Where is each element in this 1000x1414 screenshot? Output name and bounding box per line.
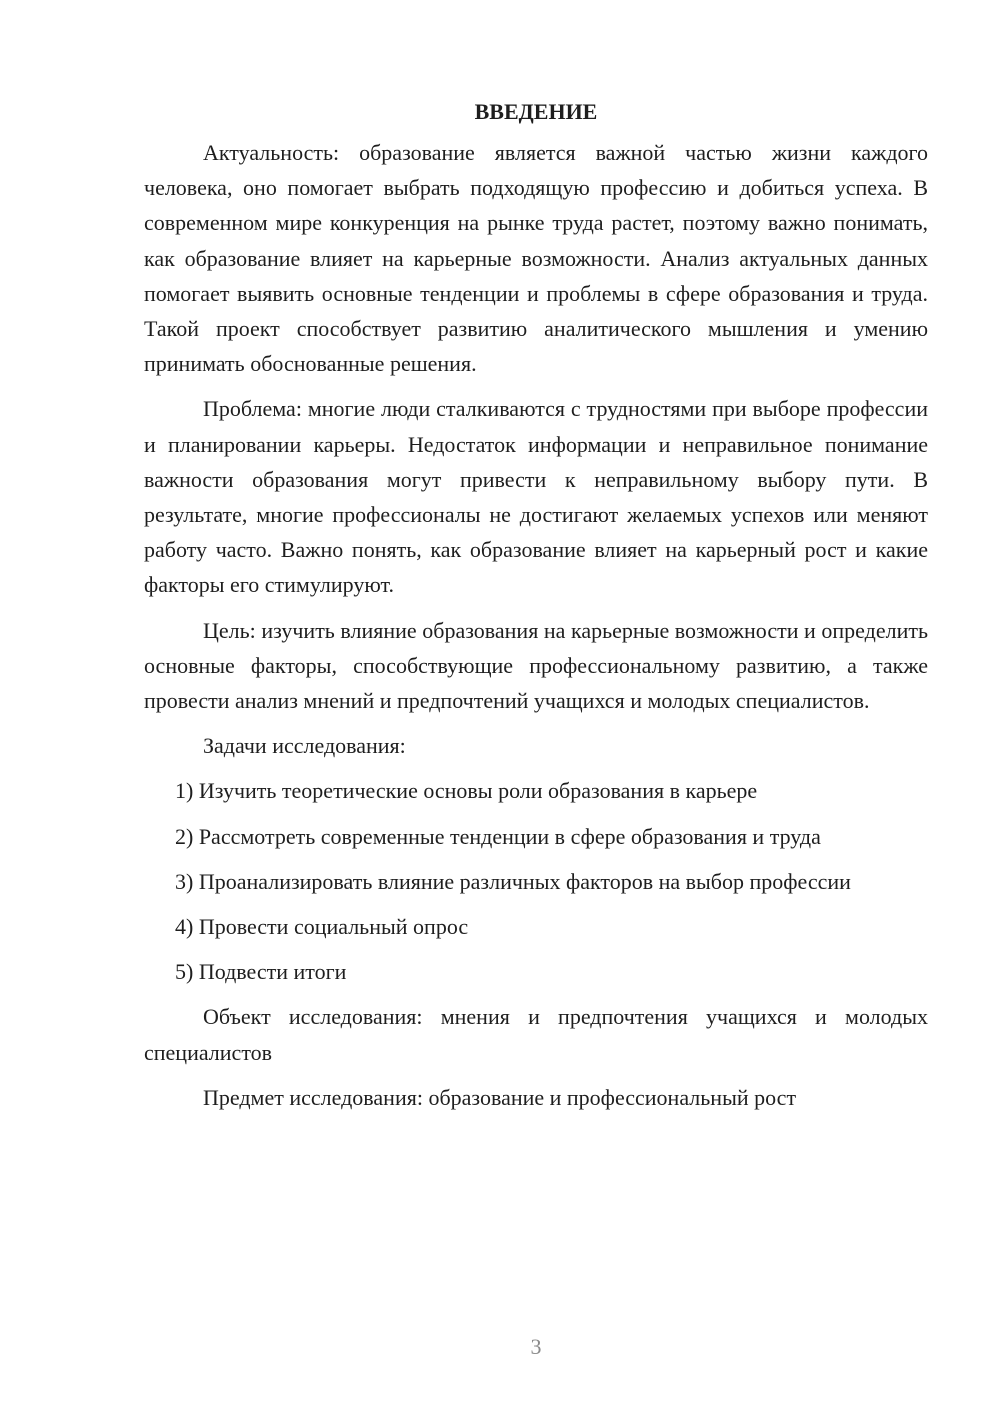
task-item-4: 4) Провести социальный опрос xyxy=(175,914,469,940)
page-title: ВВЕДЕНИЕ xyxy=(474,99,598,124)
page-content xyxy=(144,94,928,1125)
relevance-paragraph: Актуальность: образование является важной частью жизни каждого человека, оно помогает выбрать подходящую профессию и добиться успеха. В современном мире конкуренция на рынке труда растет, поэтому важно понимать, как образование влияет на карьерные возможности. Анализ актуальных данных помогает выявить основные тенденции и проблемы в сфере образования и труда. Такой проект способствует развитию аналитического мышления и умению принимать обоснованные решения. xyxy=(144,140,928,377)
task-item-3: 3) Проанализировать влияние различных факторов на выбор профессии xyxy=(175,868,851,894)
page-number: 3 xyxy=(530,1334,542,1359)
task-item-5: 5) Подвести итоги xyxy=(175,959,347,985)
subject-paragraph: Предмет исследования: образование и профессиональный рост xyxy=(203,1084,797,1110)
task-item-2: 2) Рассмотреть современные тенденции в сфере образования и труда xyxy=(175,823,821,849)
task-item-1: 1) Изучить теоретические основы роли образования в карьере xyxy=(175,778,758,804)
tasks-title: Задачи исследования: xyxy=(203,733,406,759)
goal-paragraph: Цель: изучить влияние образования на карьерные возможности и определить основные факторы, способствующие профессиональному развитию, а также провести анализ мнений и предпочтений учащихся и молодых специалистов. xyxy=(144,617,928,714)
problem-paragraph: Проблема: многие люди сталкиваются с трудностями при выборе профессии и планировании карьеры. Недостаток информации и неправильное понимание важности образования могут привести к неправильному выбору пути. В результате, многие профессионалы не достигают желаемых успехов или меняют работу часто. Важно понять, как образование влияет на карьерный рост и какие факторы его стимулируют. xyxy=(144,396,928,598)
object-paragraph: Объект исследования: мнения и предпочтения учащихся и молодых специалистов xyxy=(144,1004,928,1065)
